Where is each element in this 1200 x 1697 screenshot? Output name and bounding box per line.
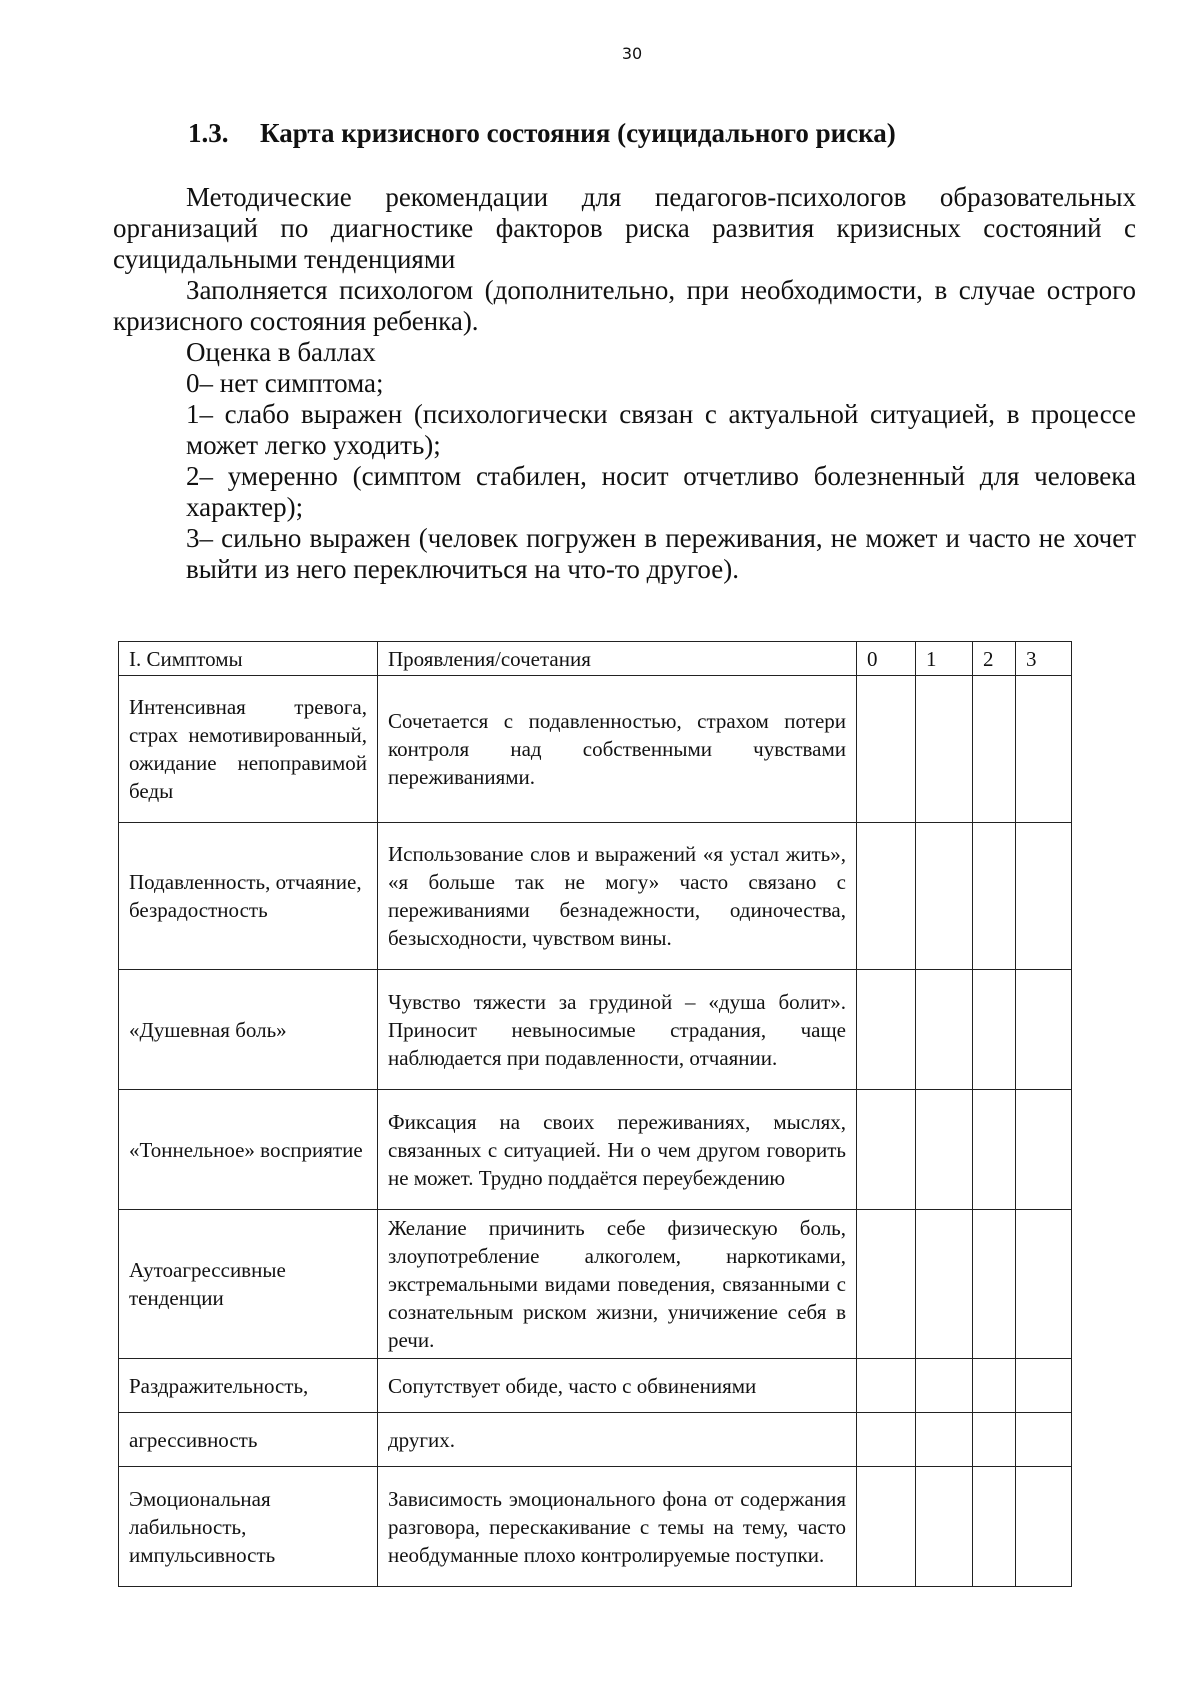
table-row [119, 1467, 1072, 1587]
manifestation-cell: других. [378, 1413, 857, 1467]
score-cell-2[interactable] [973, 823, 1016, 970]
header-manifestations: Проявления/сочетания [378, 642, 857, 676]
score-cell-0[interactable] [857, 823, 916, 970]
symptom-cell: Эмоциональная лабильность, импульсивность [119, 1467, 378, 1587]
score-cell-0[interactable] [857, 1210, 916, 1359]
symptom-cell: «Тоннельное» восприятие [119, 1090, 378, 1210]
intro-paragraph: Методические рекомендации для педагогов-психологов образовательных организаций по диагностике факторов риска развития кризисных состояний с суицидальными тенденциями [113, 182, 1136, 274]
symptom-cell: «Душевная боль» [119, 970, 378, 1090]
score-cell-2[interactable] [973, 1090, 1016, 1210]
header-score-0: 0 [857, 642, 916, 676]
table-row [119, 1359, 1072, 1413]
manifestation-cell: Фиксация на своих переживаниях, мыслях, связанных с ситуацией. Ни о чем другом говорить не может. Трудно поддаётся переубеждению [378, 1090, 857, 1210]
score-cell-3[interactable] [1016, 1210, 1072, 1359]
score-cell-1[interactable] [916, 823, 973, 970]
score-cell-3[interactable] [1016, 823, 1072, 970]
score-cell-3[interactable] [1016, 970, 1072, 1090]
score-cell-1[interactable] [916, 1359, 973, 1413]
intro-text [113, 182, 1136, 585]
table-row [119, 823, 1072, 970]
manifestation-cell: Зависимость эмоционального фона от содержания разговора, перескакивание с темы на тему, часто необдуманные плохо контролируемые поступки. [378, 1467, 857, 1587]
manifestation-cell: Желание причинить себе физическую боль, злоупотребление алкоголем, наркотиками, экстремальными видами поведения, связанными с сознательным риском жизни, уничижение себя в речи. [378, 1210, 857, 1359]
score-cell-3[interactable] [1016, 1413, 1072, 1467]
symptom-cell: Подавленность, отчаяние, безрадостность [119, 823, 378, 970]
scale-item: 0– нет симптома; [186, 368, 384, 398]
crisis-map-table [118, 641, 1072, 1587]
table-row [119, 1413, 1072, 1467]
score-cell-1[interactable] [916, 1210, 973, 1359]
scale-item: 2– умеренно (симптом стабилен, носит отчетливо болезненный для человека характер); [186, 461, 1136, 522]
page-number: 30 [621, 44, 643, 63]
score-cell-0[interactable] [857, 1467, 916, 1587]
score-cell-1[interactable] [916, 1090, 973, 1210]
score-cell-2[interactable] [973, 1413, 1016, 1467]
header-score-1: 1 [916, 642, 973, 676]
score-cell-1[interactable] [916, 1467, 973, 1587]
score-cell-1[interactable] [916, 970, 973, 1090]
table-header-row [119, 642, 1072, 676]
score-cell-3[interactable] [1016, 1467, 1072, 1587]
score-cell-0[interactable] [857, 1090, 916, 1210]
symptom-cell: агрессивность [119, 1413, 378, 1467]
score-cell-0[interactable] [857, 676, 916, 823]
intro-paragraph: Заполняется психологом (дополнительно, при необходимости, в случае острого кризисного состояния ребенка). [113, 275, 1136, 336]
score-cell-2[interactable] [973, 970, 1016, 1090]
manifestation-cell: Чувство тяжести за грудиной – «душа болит». Приносит невыносимые страдания, чаще наблюдается при подавленности, отчаянии. [378, 970, 857, 1090]
manifestation-cell: Сопутствует обиде, часто с обвинениями [378, 1359, 857, 1413]
header-score-3: 3 [1016, 642, 1072, 676]
symptom-cell: Аутоагрессивные тенденции [119, 1210, 378, 1359]
scale-item: 1– слабо выражен (психологически связан с актуальной ситуацией, в процессе может легко уходить); [186, 399, 1136, 460]
table-row [119, 970, 1072, 1090]
header-symptoms: I. Симптомы [119, 642, 378, 676]
score-cell-0[interactable] [857, 1413, 916, 1467]
score-cell-2[interactable] [973, 1210, 1016, 1359]
score-cell-2[interactable] [973, 1467, 1016, 1587]
table-row [119, 676, 1072, 823]
section-number: 1.3. [188, 118, 229, 148]
score-cell-3[interactable] [1016, 676, 1072, 823]
manifestation-cell: Использование слов и выражений «я устал жить», «я больше так не могу» часто связано с переживаниями безнадежности, одиночества, безысходности, чувством вины. [378, 823, 857, 970]
score-cell-1[interactable] [916, 1413, 973, 1467]
score-cell-2[interactable] [973, 1359, 1016, 1413]
section-title: Карта кризисного состояния (суицидального риска) [260, 118, 896, 148]
score-cell-0[interactable] [857, 970, 916, 1090]
symptom-cell: Раздражительность, [119, 1359, 378, 1413]
scale-title: Оценка в баллах [186, 337, 376, 367]
score-cell-0[interactable] [857, 1359, 916, 1413]
scale-item: 3– сильно выражен (человек погружен в переживания, не может и часто не хочет выйти из него переключиться на что-то другое). [186, 523, 1136, 584]
score-cell-2[interactable] [973, 676, 1016, 823]
score-cell-1[interactable] [916, 676, 973, 823]
section-heading [188, 118, 896, 149]
header-score-2: 2 [973, 642, 1016, 676]
table-row [119, 1210, 1072, 1359]
score-cell-3[interactable] [1016, 1359, 1072, 1413]
table-row [119, 1090, 1072, 1210]
symptom-cell: Интенсивная тревога, страх немотивированный, ожидание непоправимой беды [119, 676, 378, 823]
manifestation-cell: Сочетается с подавленностью, страхом потери контроля над собственными чувствами переживаниями. [378, 676, 857, 823]
score-cell-3[interactable] [1016, 1090, 1072, 1210]
